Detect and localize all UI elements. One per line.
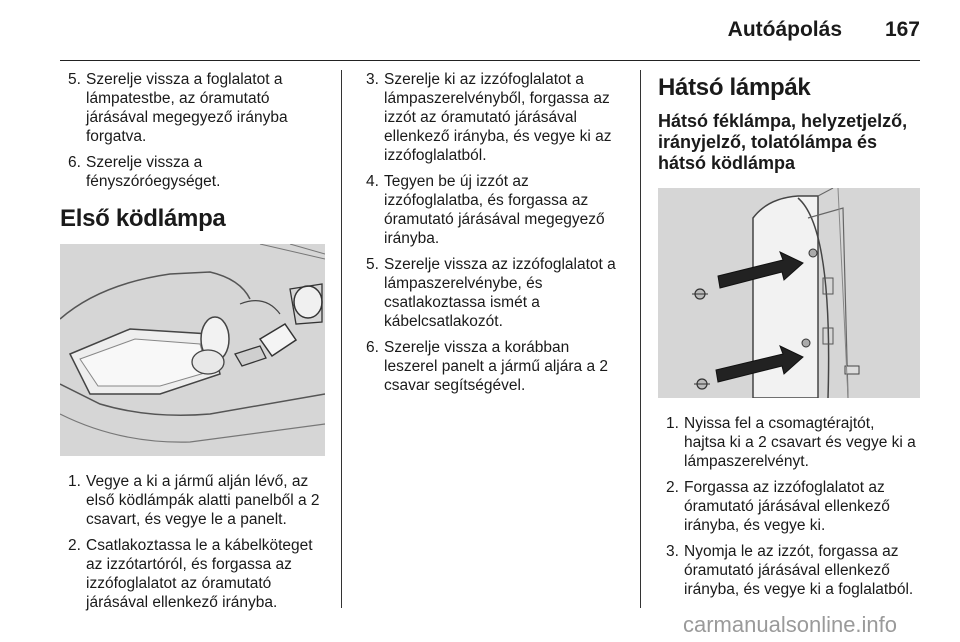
list-item: 6. Szerelje vissza a fényszóróegységet. <box>68 154 221 190</box>
step-list-headlamp-end <box>60 70 325 191</box>
column-2 <box>358 70 623 402</box>
subheading-rear-lamp-functions: Hátsó féklámpa, helyzetjelző, irányjelző, tolatólámpa és hátsó ködlámpa <box>658 111 908 173</box>
heading-rear-lamps: Hátsó lámpák <box>658 74 811 101</box>
rear-lamp-drawing <box>658 188 920 398</box>
list-item: 5. Szerelje vissza a foglalatot a lámpatestbe, az óramutató járásával megegyező irányba forgatva. <box>68 71 288 145</box>
list-item: 3. Szerelje ki az izzófoglalatot a lámpaszerelvényből, forgassa az izzót az óramutató járásával ellenkező irányba, és vegye ki az izzófoglalatból. <box>366 71 612 164</box>
rear-lamp-illustration <box>658 188 920 398</box>
list-item: 1. Vegye a ki a jármű alján lévő, az első ködlámpák alatti panelből a 2 csavart, és vegye le a panelt. <box>68 473 320 528</box>
list-item: 4. Tegyen be új izzót az izzófoglalatba, és forgassa az óramutató járásával megegyező irányba. <box>366 173 605 247</box>
watermark: carmanualsonline.info <box>683 612 898 637</box>
page-header <box>60 0 920 61</box>
list-item: 2. Csatlakoztassa le a kábelköteget az izzótartóról, és forgassa az izzófoglalatot az óramutató járásával ellenkező irányba. <box>68 537 313 611</box>
column-1 <box>60 70 325 619</box>
list-item: 3. Nyomja le az izzót, forgassa az óramutató járásával ellenkező irányba, és vegye ki a foglalatból. <box>666 543 914 598</box>
list-item: 5. Szerelje vissza az izzófoglalatot a lámpaszerelvénybe, és csatlakoztassa ismét a kábelcsatlakozót. <box>366 256 616 330</box>
column-divider <box>341 70 342 608</box>
column-3 <box>658 70 920 606</box>
list-item: 1. Nyissa fel a csomagtérajtót, hajtsa ki a 2 csavart és vegye ki a lámpaszerelvényt. <box>666 415 916 470</box>
step-list-fog-lamp-continued <box>358 70 623 395</box>
list-item: 6. Szerelje vissza a korábban leszerel panelt a jármű aljára a 2 csavar segítségével. <box>366 339 609 394</box>
fog-lamp-drawing <box>60 244 325 456</box>
heading-front-fog-lamp: Első ködlámpa <box>60 205 226 232</box>
section-title: Autóápolás <box>727 18 842 41</box>
front-fog-lamp-illustration <box>60 244 325 456</box>
step-list-fog-lamp <box>60 472 325 612</box>
step-list-rear-lamp <box>658 414 920 599</box>
page-number: 167 <box>884 18 920 41</box>
list-item: 2. Forgassa az izzófoglalatot az óramutató járásával ellenkező irányba, és vegye ki. <box>666 479 890 534</box>
column-divider <box>640 70 641 608</box>
